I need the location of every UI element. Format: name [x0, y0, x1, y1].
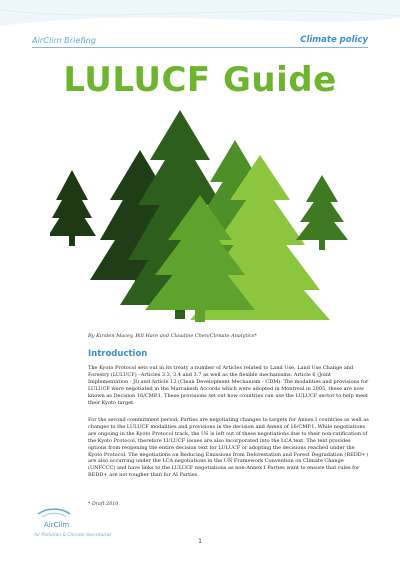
- page-number: 1: [198, 538, 202, 545]
- page-title: LULUCF Guide: [63, 60, 337, 100]
- authors-line: By Kirsten Macey, Bill Hare and Claudine Chen/Climate Analytics*: [88, 333, 257, 339]
- footnote: * Draft 2010: [88, 502, 119, 507]
- section-label: Climate policy: [300, 35, 368, 45]
- trees-illustration: [50, 100, 350, 325]
- airclim-logo: [30, 508, 90, 530]
- intro-paragraph-1: The Kyoto Protocol sets out in its treaty a number of Articles related to Land Use, Land Use Change and Forestry (LULUCF) –Articles 3.3, 3.4 and 3.7 as well as the flexible mechanisms: Article 6 (Joint Implementation - JI) and Article 12 (Clean Development Mechanism - CDM). The modalities and provisions for LULUCF were negotiated in the Marrakesh Accords which were adopted in Montreal in 2005, these are now known as Decision 16/CMP.1. These provisions set out how countries can use the LULUCF sector to help meet their Kyoto target.: [88, 365, 369, 406]
- logo-text: AirClim: [44, 521, 70, 529]
- page-header: [0, 0, 400, 60]
- intro-paragraph-2: For the second commitment period, Parties are negotiating changes to targets for Annex I countries as well as changes to the LULUCF modalities and provisions in the decision and Annex of 16/CMP.1. While negotiations are ongoing in the Kyoto Protocol track, the US is left out of these negotiations due to their non-ratification of the Kyoto Protocol, therefore LULUCF issues are also incorporated into the LCA text. The text provides options from reopening the entire decision text for LULUCF or adopting the decisions reached under the Kyoto Protocol. The negotiations on Reducing Emissions from Deforestation and Forest Degradation (REDD+) are also occurring under the LCA negotiations in the UN Framework Convention on Climate Change (UNFCCC) and have links to the LULUCF negotiations as non-Annex I Parties want to ensure that rules for REDD+ are not tougher than for AI Parties.: [88, 417, 369, 479]
- header-swoosh: [0, 0, 400, 60]
- introduction-heading: Introduction: [88, 349, 148, 359]
- header-rule: [32, 47, 368, 48]
- tree-small-left: [50, 170, 96, 246]
- tree-small-right: [296, 175, 348, 250]
- footer-organization: Air Pollution & Climate Secretariat: [34, 533, 112, 538]
- brand-name: AirClim Briefing: [32, 36, 97, 45]
